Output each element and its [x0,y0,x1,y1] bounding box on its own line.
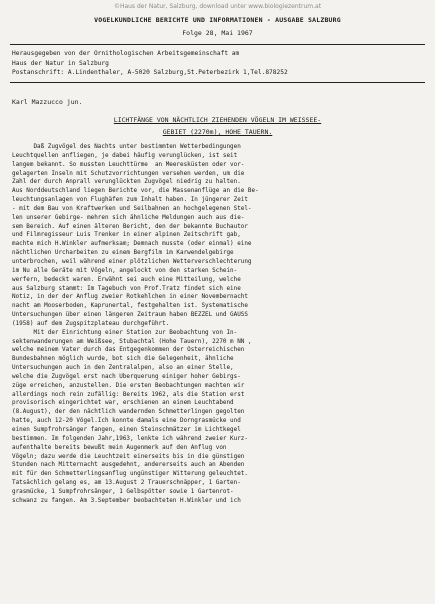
header-rule-bottom [10,82,425,83]
body-line: nächtlichen Urcharbeiten zu einem Bergfilm im Karwendelgebirge [12,249,234,257]
body-line: sem Bereich. Auf einen älteren Bericht, den der bekannte Buchautor [12,222,248,230]
body-line: welche die Zugvögel erst nach Überquerung einiger hoher Gebirgs- [12,372,241,380]
body-line: Aus Norddeutschland liegen Berichte vor, die Massenanflüge an die Be- [12,187,259,195]
article-title-line-2: GEBIET (2270m), HOHE TAUERN. [162,128,273,136]
body-line: sektenwanderungen am Weißsee, Stubachtal (Hohe Tauern), 2270 m NN , [12,337,252,345]
publisher-block [12,49,427,78]
body-line: Stunden nach Mitternacht ausgedehnt, andererseits auch an Abenden [12,461,245,469]
article-title [0,114,435,138]
publisher-address: Postanschrift: A.Lindenthaler, A-5020 Salzburg,St.Peterbezirk 1,Tel.878252 [12,69,288,77]
series-title: VOGELKUNDLICHE BERICHTE UND INFORMATIONEN - AUSGABE SALZBURG [94,16,341,24]
body-line: und Filmregisseur Luis Trenker in einer alpinen Zeitschrift gab, [12,231,241,239]
header-rule-top [10,44,425,45]
article-body [12,143,427,506]
body-line: gelagerten Inseln mit Schutzvorrichtungen versehen werden, um die [12,169,245,177]
body-line: nacht am Mooserboden, Kaprunertal, festgehalten ist. Systematische [12,302,248,310]
watermark: ©Haus der Natur, Salzburg, download unter www.biologiezentrum.at [113,3,322,10]
body-line: aus Salzburg stammt: Im Tagebuch von Prof.Tratz findet sich eine [12,284,241,292]
publisher-line-2: Haus der Natur in Salzburg [12,59,109,67]
body-line: mit für den Schmetterlingsanflug ungünstiger Witterung geleuchtet. [12,470,248,478]
body-line: Notiz, in der der Anflug zweier Rotkehlchen in einer Novembernacht [12,293,248,301]
body-line: werfern, bedeckt waren. Erwähnt sei auch eine Mitteilung, welche [12,275,241,283]
publisher-line-1: Herausgegeben von der Ornithologischen Arbeitsgemeinschaft am [12,50,240,57]
body-line: Tatsächlich gelang es, am 13.August 2 Trauerschnäpper, 1 Garten- [12,479,241,487]
body-line: Vögeln; dazu werde die Leuchtzeit einerseits bis in die günstigen [12,452,245,460]
body-line: züge erreichen, anzustellen. Die ersten Beobachtungen machten wir [12,381,245,389]
body-line: allerdings noch rein zufällig: Bereits 1962, als die Station erst [12,390,245,398]
body-line: provisorisch eingerichtet war, erschienen an einem Leuchtabend [12,399,234,407]
body-line: - mit dem Bau von Kraftwerken und Seilbahnen an hochgelegenen Stel- [12,204,252,212]
body-line: (8.August), der den nächtlich wandernden Schmetterlingen gegolten [12,408,245,416]
body-line: welche meinem Vater durch das Entgegenkommen der Österreichischen [12,346,245,354]
body-line: Mit der Einrichtung einer Station zur Beobachtung von In- [12,328,238,336]
body-line: schwanz zu fangen. Am 3.September beobachteten H.Winkler und ich [12,496,241,504]
article-title-line-1: LICHTFÄNGE VON NÄCHTLICH ZIEHENDEN VÖGELN IM WEISSEE- [113,116,322,124]
body-line: Zahl der durch Anprall verunglückten Zugvögel niedrig zu halten. [12,178,241,186]
body-line: bestimmen. Im folgenden Jahr,1963, lenkte ich während zweier Kurz- [12,434,248,442]
article-author: Karl Mazzucco jun. [12,98,83,106]
body-line: Daß Zugvögel des Nachts unter bestimmten Wetterbedingungen [12,143,241,150]
body-line: Bundesbahnen möglich wurde, bot sich die Gelegenheit, ähnliche [12,355,234,363]
issue-line: Folge 28, Mai 1967 [182,29,253,37]
body-line: im Nu alle Geräte mit Vögeln, angelockt von den starken Schein- [12,266,238,274]
body-line: hatte, auch 12-20 Vögel.Ich konnte damals eine Dorngrasmücke und [12,417,241,425]
body-line: (1958) auf dem Zugspitzplateau durchgeführt. [12,319,170,327]
body-line: len unserer Gebirge- mehren sich ähnliche Meldungen auch aus die- [12,213,245,221]
body-line: Untersuchungen auch in den Zentralalpen, also an einer Stelle, [12,364,234,372]
body-line: unterbrochen, weil während einer plötzlichen Wetterverschlechterung [12,257,252,265]
body-line: machte mich H.Winkler aufmerksam; Demnach musste (oder einmal) eine [12,240,252,248]
body-line: Untersuchungen über einen längeren Zeitraum haben BEZZEL und GAUSS [12,311,248,319]
body-line: leuchtungsanlagen von Flughäfen zum Inhalt haben. In jüngerer Zeit [12,196,248,204]
body-line: Leuchtquellen anfliegen, je dabei häufig verunglücken, ist seit [12,151,238,159]
body-line: grasmücke, 1 Sumpfrohrsänger, 1 Gelbspötter sowie 1 Gartenrot- [12,487,234,495]
body-line: einen Sumpfrohrsänger fangen, einen Steinschmätzer im Lichtkegel [12,426,241,433]
body-line: langem bekannt. So mussten Leuchttürme an Meeresküsten oder vor- [12,160,245,168]
body-line: aufenthalte bereits bewußt mein Augenmerk auf den Anflug von [12,443,227,451]
